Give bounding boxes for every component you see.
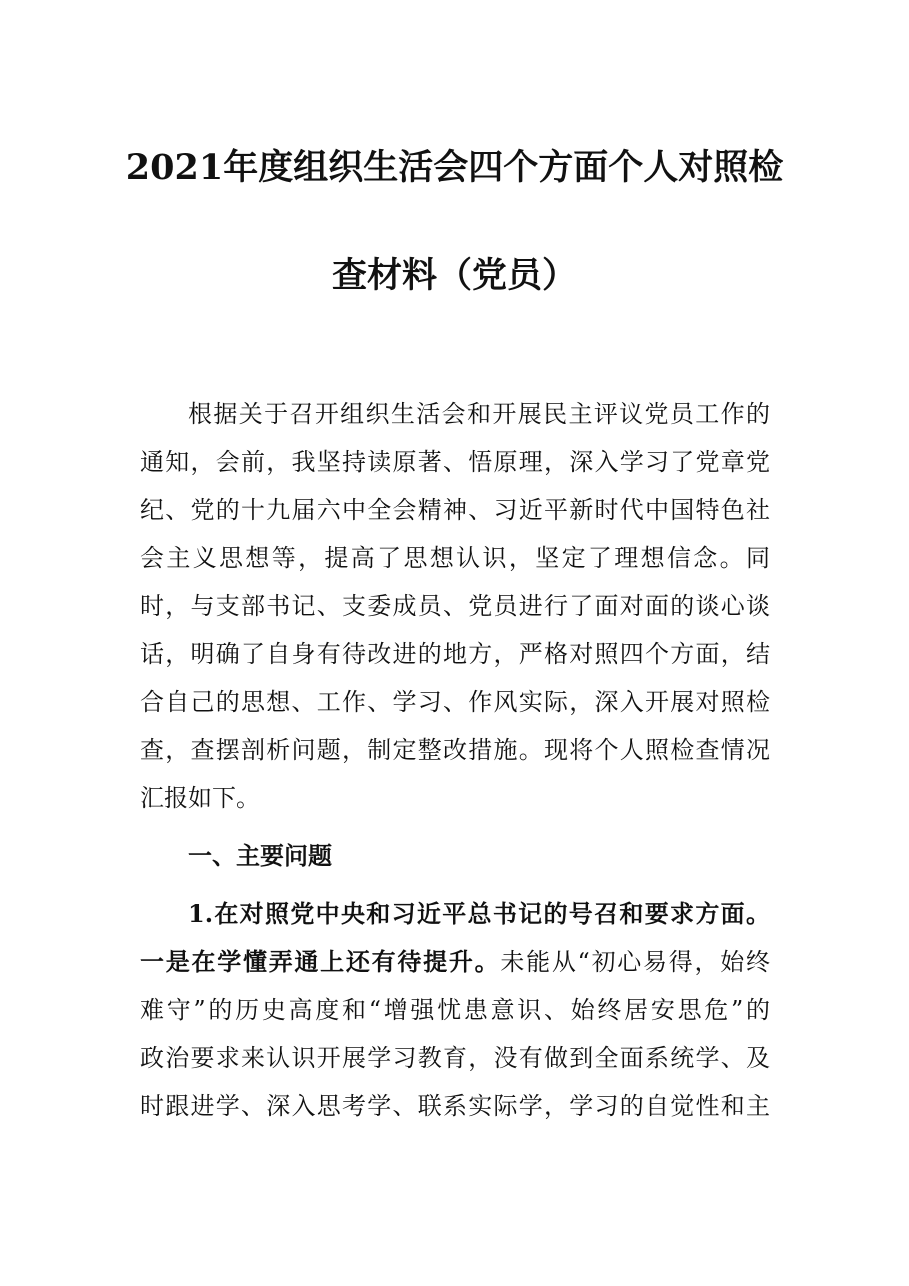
- item-paragraph-line: 政治要求来认识开展学习教育，没有做到全面系统学、及: [140, 1044, 770, 1072]
- item-paragraph-line: 时跟进学、深入思考学、联系实际学，学习的自觉性和主: [140, 1092, 770, 1120]
- intro-paragraph-line: 合自己的思想、工作、学习、作风实际，深入开展对照检: [140, 688, 770, 716]
- intro-paragraph-line: 话，明确了自身有待改进的地方，严格对照四个方面，结: [140, 640, 770, 668]
- intro-paragraph-line: 根据关于召开组织生活会和开展民主评议党员工作的: [188, 400, 770, 428]
- intro-paragraph-line: 查，查摆剖析问题，制定整改措施。现将个人照检查情况: [140, 736, 770, 764]
- intro-paragraph-line: 时，与支部书记、支委成员、党员进行了面对面的谈心谈: [140, 592, 770, 620]
- item-bold-lead: 一是在学懂弄通上还有待提升。: [140, 947, 501, 976]
- item-paragraph-line: 难守”的历史高度和“增强忧患意识、始终居安思危”的: [140, 996, 770, 1024]
- document-title-line-2: 查材料（党员）: [331, 255, 577, 296]
- document-title-line-1: 2021年度组织生活会四个方面个人对照检: [125, 147, 784, 188]
- intro-paragraph-line: 通知，会前，我坚持读原著、悟原理，深入学习了党章党: [140, 448, 770, 476]
- section-heading: 一、主要问题: [188, 841, 332, 870]
- item-text-rest: 未能从“初心易得，始终: [500, 948, 770, 976]
- intro-paragraph-line: 汇报如下。: [140, 784, 260, 812]
- intro-paragraph-line: 纪、党的十九届六中全会精神、习近平新时代中国特色社: [140, 496, 770, 524]
- intro-paragraph-line: 会主义思想等，提高了思想认识，坚定了理想信念。同: [140, 544, 770, 572]
- item-paragraph-line: [140, 946, 770, 978]
- item-heading: 1.在对照党中央和习近平总书记的号召和要求方面。: [188, 899, 770, 928]
